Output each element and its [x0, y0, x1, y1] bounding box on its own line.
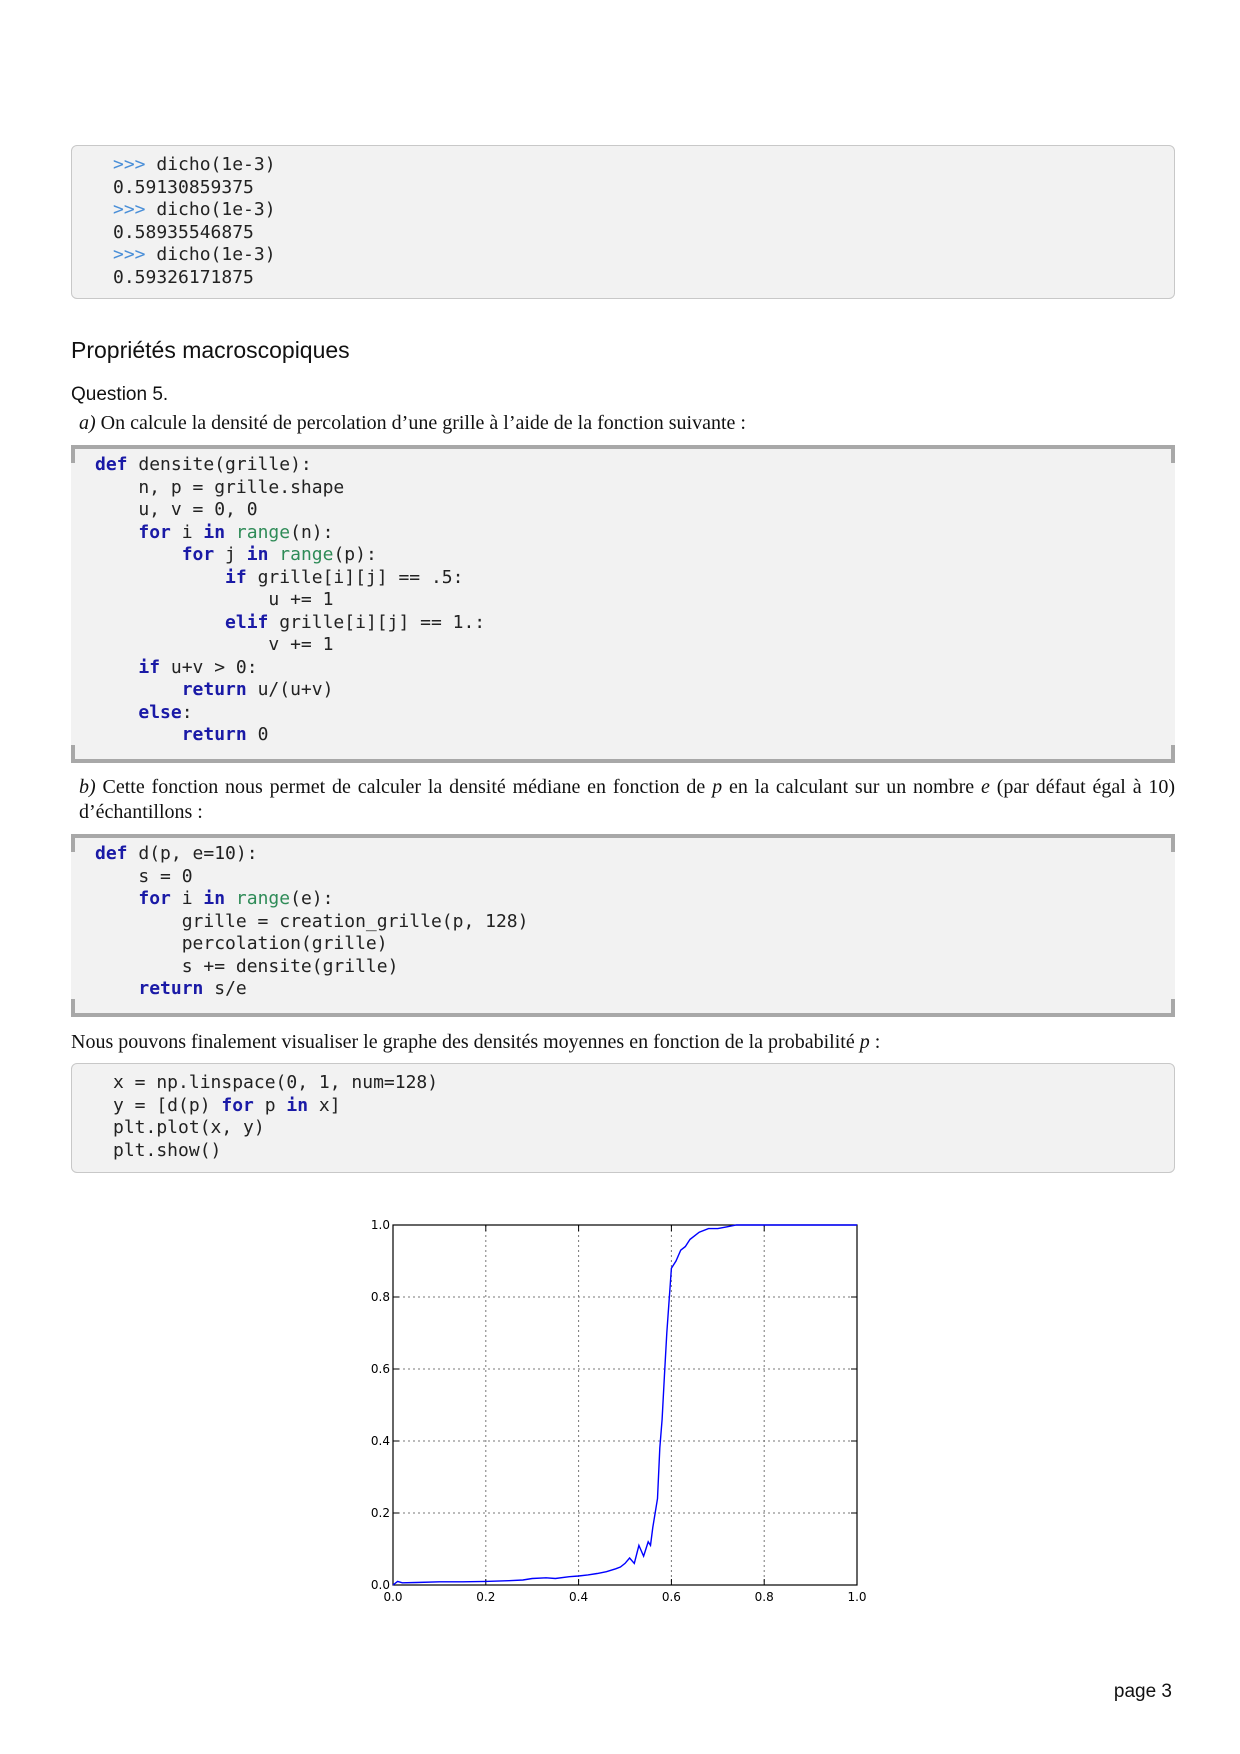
y-tick-label: 0.6 [370, 1362, 390, 1376]
d-code: def d(p, e=10): s = 0 for i in range(e): grille = creation_grille(p, 128) percolation(grille) s += densite(grille) return s/e [95, 843, 529, 999]
plot-code: x = np.linspace(0, 1, num=128) y = [d(p) for p in x] plt.plot(x, y) plt.show() [113, 1072, 439, 1161]
densite-code: def densite(grille): n, p = grille.shape u, v = 0, 0 for i in range(n): for j in range(p): if grille[i][j] == .5: u += 1 elif grille[i][j] == 1.: v += 1 if u+v > 0: return u/(u+v) else: return 0 [95, 454, 486, 745]
x-tick-label: 0.2 [476, 1590, 496, 1604]
part-b-text-3: (par défaut égal à 10) d’échantillons : [79, 776, 1176, 823]
x-tick-label: 0.8 [754, 1590, 774, 1604]
density-series-line [393, 1225, 857, 1585]
part-a-paragraph [79, 411, 1175, 436]
part-b-marker: b) [79, 776, 96, 798]
plot-frame [393, 1225, 857, 1585]
part-a-marker: a) [79, 412, 96, 434]
x-tick-label: 1.0 [847, 1590, 867, 1604]
repl-code-block [71, 145, 1175, 299]
final-var-p: p [859, 1031, 870, 1053]
x-tick-label: 0.0 [383, 1590, 403, 1604]
d-code-block [71, 834, 1175, 1017]
section-title: Propriétés macroscopiques [71, 337, 350, 363]
page-number: page 3 [1113, 1681, 1172, 1702]
repl-code: >>> dicho(1e-3) 0.59130859375 >>> dicho(1e-3) 0.58935546875 >>> dicho(1e-3) 0.59326171875 [113, 154, 276, 288]
part-b-text-1: Cette fonction nous permet de calculer la densité médiane en fonction de [102, 776, 706, 798]
y-tick-label: 1.0 [370, 1220, 390, 1232]
var-p: p [712, 776, 723, 798]
part-b-text-2: en la calculant sur un nombre [728, 776, 975, 798]
part-a-text: On calcule la densité de percolation d’une grille à l’aide de la fonction suivante : [100, 412, 746, 434]
y-tick-label: 0.2 [370, 1506, 390, 1520]
var-e: e [980, 776, 990, 798]
final-text: Nous pouvons finalement visualiser le graphe des densités moyennes en fonction de la probabilité [71, 1031, 855, 1053]
y-tick-label: 0.4 [370, 1434, 390, 1448]
final-suffix: : [874, 1031, 881, 1053]
plot-code-block [71, 1063, 1175, 1173]
x-tick-label: 0.4 [569, 1590, 589, 1604]
densite-code-block [71, 445, 1175, 763]
part-b-paragraph [79, 775, 1175, 825]
final-paragraph [71, 1030, 1175, 1055]
x-tick-label: 0.6 [661, 1590, 681, 1604]
y-tick-label: 0.8 [370, 1290, 390, 1304]
density-chart [0, 1220, 1240, 1680]
question-label: Question 5. [71, 384, 169, 405]
y-tick-label: 0.0 [370, 1578, 390, 1592]
